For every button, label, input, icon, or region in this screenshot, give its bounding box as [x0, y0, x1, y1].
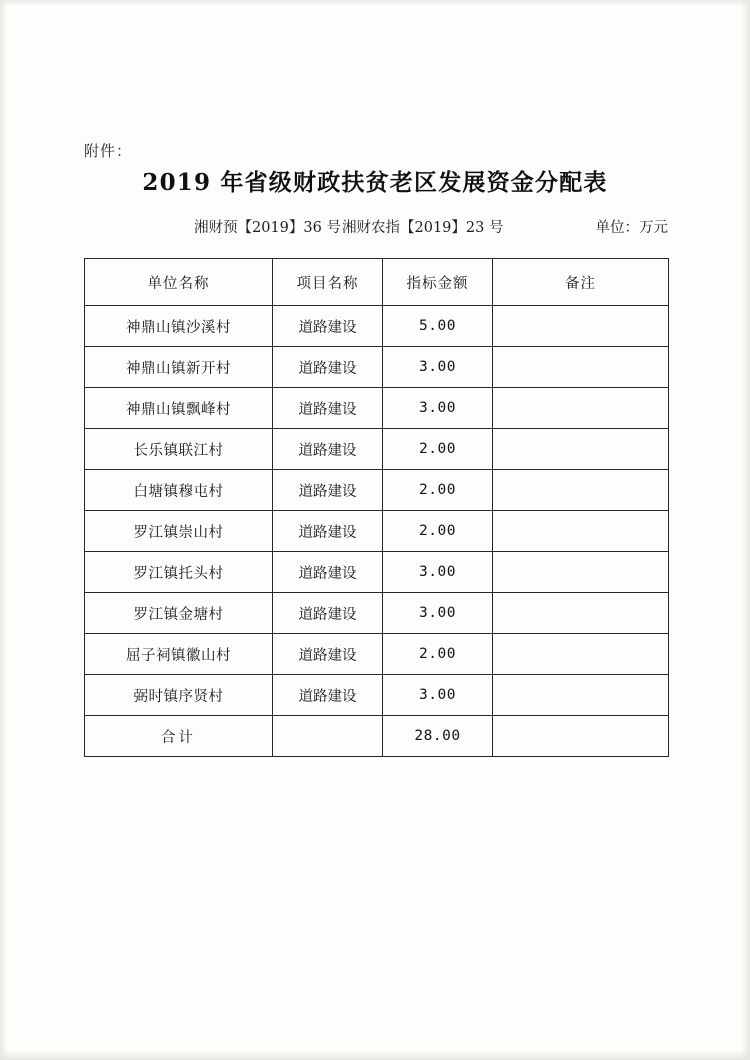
- cell-unit: 神鼎山镇飘峰村: [85, 388, 273, 429]
- column-header-note: 备注: [493, 259, 669, 306]
- table-header-row: [85, 259, 669, 306]
- cell-amount: 2.00: [383, 634, 493, 675]
- cell-note: [493, 347, 669, 388]
- cell-unit: 罗江镇金塘村: [85, 593, 273, 634]
- cell-amount: 2.00: [383, 470, 493, 511]
- scan-edge-top: [0, 0, 750, 6]
- cell-note: [493, 552, 669, 593]
- cell-amount: 3.00: [383, 347, 493, 388]
- cell-total-project: [273, 716, 383, 757]
- cell-unit: 神鼎山镇新开村: [85, 347, 273, 388]
- cell-note: [493, 675, 669, 716]
- table-row: [85, 306, 669, 347]
- cell-project: 道路建设: [273, 347, 383, 388]
- cell-project: 道路建设: [273, 593, 383, 634]
- cell-unit: 神鼎山镇沙溪村: [85, 306, 273, 347]
- cell-unit: 弼时镇序贤村: [85, 675, 273, 716]
- cell-unit: 白塘镇穆屯村: [85, 470, 273, 511]
- cell-amount: 3.00: [383, 388, 493, 429]
- cell-note: [493, 429, 669, 470]
- allocation-table: [84, 258, 669, 757]
- table-row: [85, 552, 669, 593]
- cell-note: [493, 511, 669, 552]
- unit-note: 单位：万元: [595, 220, 668, 236]
- cell-amount: 3.00: [383, 675, 493, 716]
- cell-note: [493, 634, 669, 675]
- table-total-row: [85, 716, 669, 757]
- cell-project: 道路建设: [273, 388, 383, 429]
- page-title: 2019 年省级财政扶贫老区发展资金分配表: [142, 169, 608, 196]
- cell-unit: 罗江镇托头村: [85, 552, 273, 593]
- document-number-primary: 湘财预【2019】36 号: [194, 220, 341, 236]
- column-header-amount: 指标金额: [383, 259, 493, 306]
- cell-amount: 3.00: [383, 552, 493, 593]
- cell-project: 道路建设: [273, 429, 383, 470]
- cell-total-amount: 28.00: [383, 716, 493, 757]
- scan-edge-left: [0, 0, 7, 1060]
- table-row: [85, 675, 669, 716]
- cell-project: 道路建设: [273, 470, 383, 511]
- table-row: [85, 347, 669, 388]
- cell-project: 道路建设: [273, 511, 383, 552]
- column-header-project: 项目名称: [273, 259, 383, 306]
- table-row: [85, 470, 669, 511]
- cell-project: 道路建设: [273, 675, 383, 716]
- table-row: [85, 429, 669, 470]
- table-row: [85, 593, 669, 634]
- cell-unit: 屈子祠镇徽山村: [85, 634, 273, 675]
- cell-project: 道路建设: [273, 306, 383, 347]
- cell-amount: 2.00: [383, 429, 493, 470]
- cell-project: 道路建设: [273, 634, 383, 675]
- cell-note: [493, 306, 669, 347]
- cell-amount: 5.00: [383, 306, 493, 347]
- cell-amount: 2.00: [383, 511, 493, 552]
- document-number-secondary: 湘财农指【2019】23 号: [342, 220, 504, 236]
- cell-note: [493, 388, 669, 429]
- scan-edge-right: [741, 0, 750, 1060]
- document-number-line: [84, 216, 668, 236]
- cell-note: [493, 593, 669, 634]
- cell-amount: 3.00: [383, 593, 493, 634]
- cell-total-note: [493, 716, 669, 757]
- table-row: [85, 511, 669, 552]
- cell-note: [493, 470, 669, 511]
- cell-unit: 罗江镇崇山村: [85, 511, 273, 552]
- cell-total-label: 合计: [85, 716, 273, 757]
- table-row: [85, 634, 669, 675]
- attachment-label: 附件：: [84, 142, 133, 160]
- scan-edge-bottom: [0, 1050, 750, 1060]
- table-row: [85, 388, 669, 429]
- cell-project: 道路建设: [273, 552, 383, 593]
- column-header-unit: 单位名称: [85, 259, 273, 306]
- cell-unit: 长乐镇联江村: [85, 429, 273, 470]
